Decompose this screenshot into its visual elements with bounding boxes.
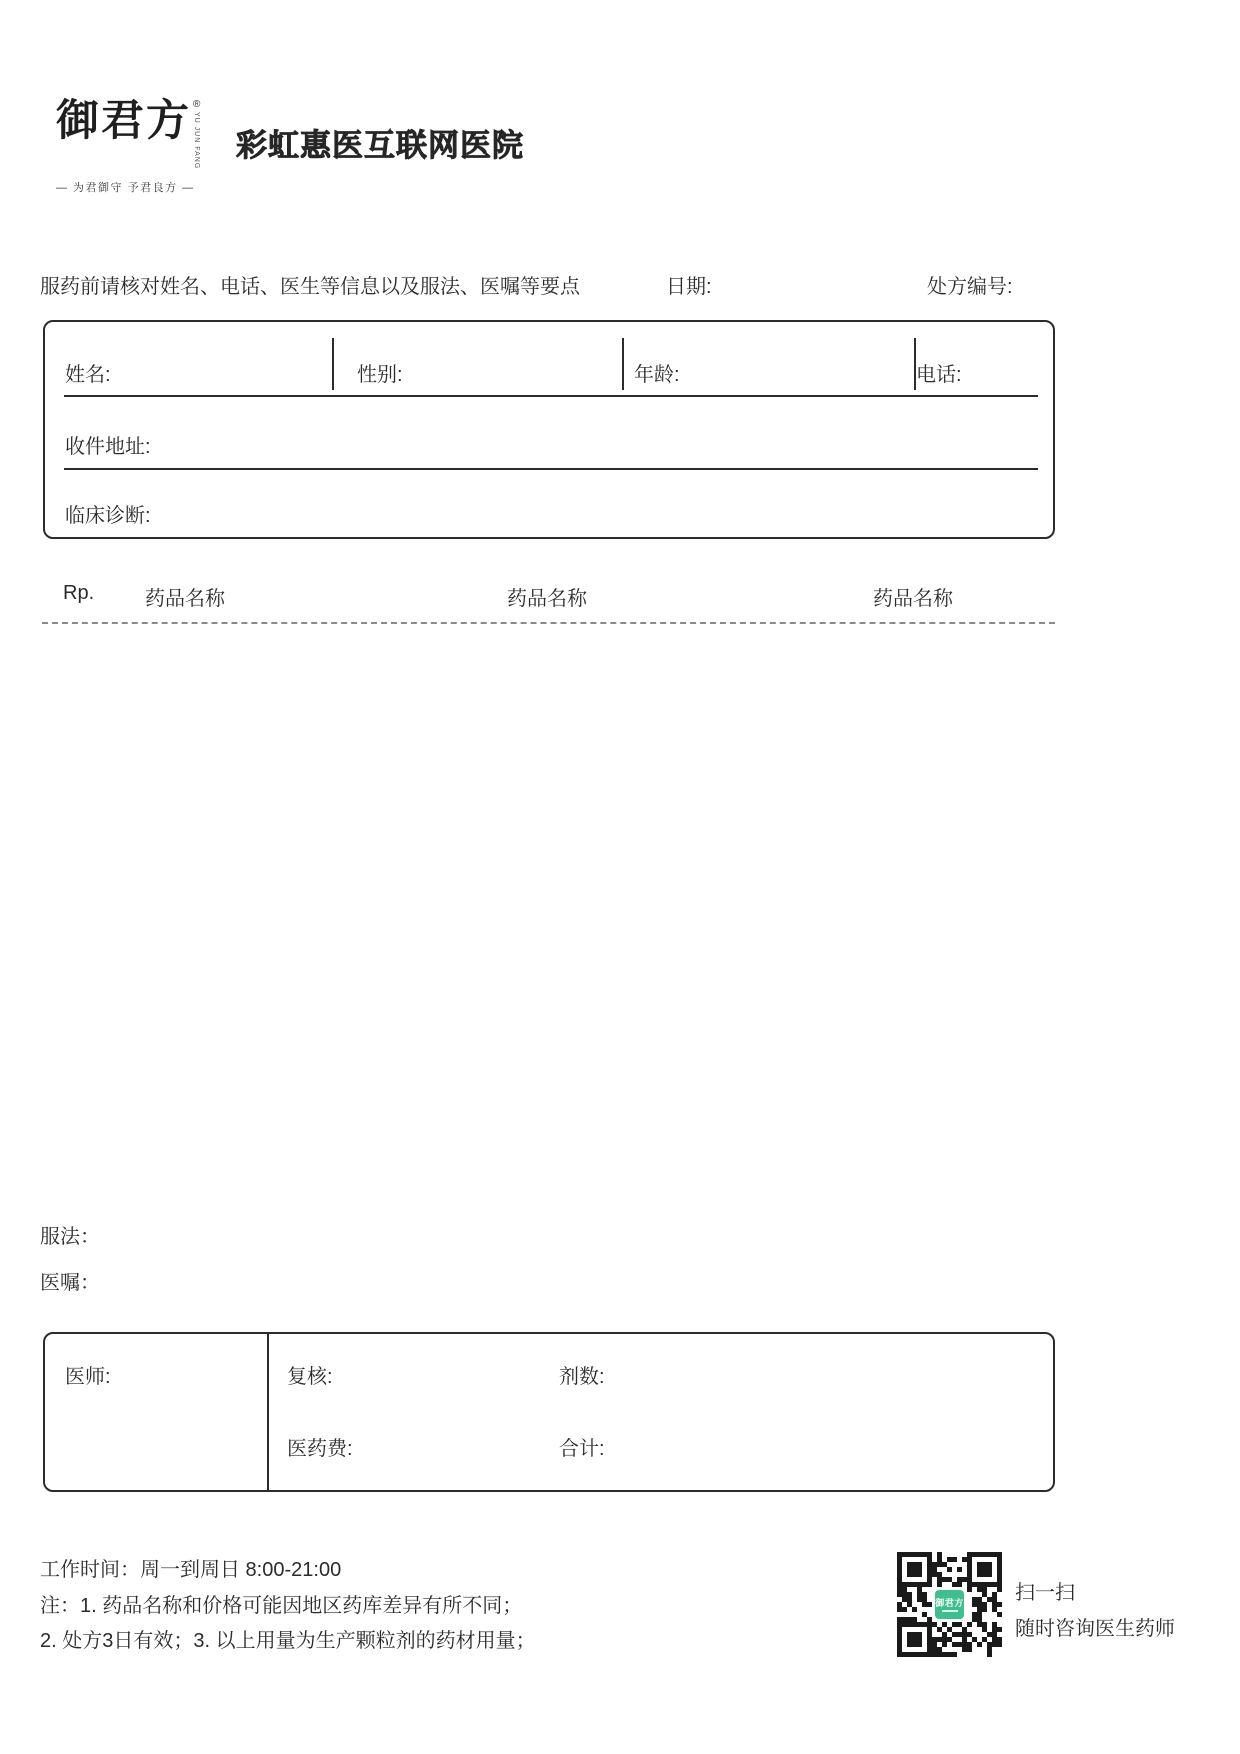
phone-label: 电话: (916, 364, 962, 386)
brand-name: 御君方 (56, 96, 191, 146)
qr-code (897, 1552, 1002, 1657)
scan-subtitle: 随时咨询医生药师 (1015, 1618, 1175, 1640)
diagnosis-label: 临床诊断: (65, 505, 151, 527)
qr-center-logo (933, 1588, 966, 1621)
scan-title: 扫一扫 (1015, 1582, 1075, 1604)
drug-column-header: 药品名称 (145, 588, 225, 610)
cell-divider (332, 338, 334, 390)
address-label: 收件地址: (65, 436, 151, 458)
note-line-1: 注：1. 药品名称和价格可能因地区药库差异有所不同； (40, 1595, 523, 1617)
qr-center-logo-text: 御君方 (935, 1597, 964, 1608)
age-label: 年龄: (634, 364, 680, 386)
drug-column-header: 药品名称 (873, 588, 953, 610)
note-line-2: 2. 处方3日有效；3. 以上用量为生产颗粒剂的药材用量； (40, 1630, 536, 1652)
cell-divider (914, 338, 916, 390)
review-label: 复核: (287, 1366, 333, 1388)
hospital-name: 彩虹惠医互联网医院 (236, 128, 524, 163)
brand-tagline: — 为君御守 予君良方 — (56, 182, 195, 195)
row-divider (64, 395, 1038, 397)
total-label: 合计: (559, 1438, 605, 1460)
rp-label: Rp. (63, 582, 95, 604)
notice-text: 服药前请核对姓名、电话、医生等信息以及服法、医嘱等要点 (40, 276, 580, 298)
brand-vertical-text: YU JUN FANG (193, 112, 201, 170)
rx-number-label: 处方编号: (927, 276, 1013, 298)
gender-label: 性别: (357, 364, 403, 386)
patient-info-box (43, 320, 1055, 539)
brand-logo (56, 96, 206, 195)
usage-label: 服法： (40, 1226, 100, 1248)
signature-box (43, 1332, 1055, 1492)
working-hours: 工作时间：周一到周日 8:00-21:00 (40, 1559, 342, 1581)
cell-divider (267, 1334, 269, 1490)
doses-label: 剂数: (559, 1366, 605, 1388)
qr-center-logo-underline (942, 1610, 958, 1612)
physician-label: 医师: (65, 1366, 111, 1388)
cell-divider (622, 338, 624, 390)
drug-column-header: 药品名称 (507, 588, 587, 610)
fee-label: 医药费: (287, 1438, 353, 1460)
advice-label: 医嘱： (40, 1272, 100, 1294)
name-label: 姓名: (65, 364, 111, 386)
date-label: 日期: (666, 276, 712, 298)
rx-divider-dashed (42, 622, 1055, 624)
row-divider (64, 468, 1038, 470)
registered-mark-icon: ® (193, 99, 201, 110)
